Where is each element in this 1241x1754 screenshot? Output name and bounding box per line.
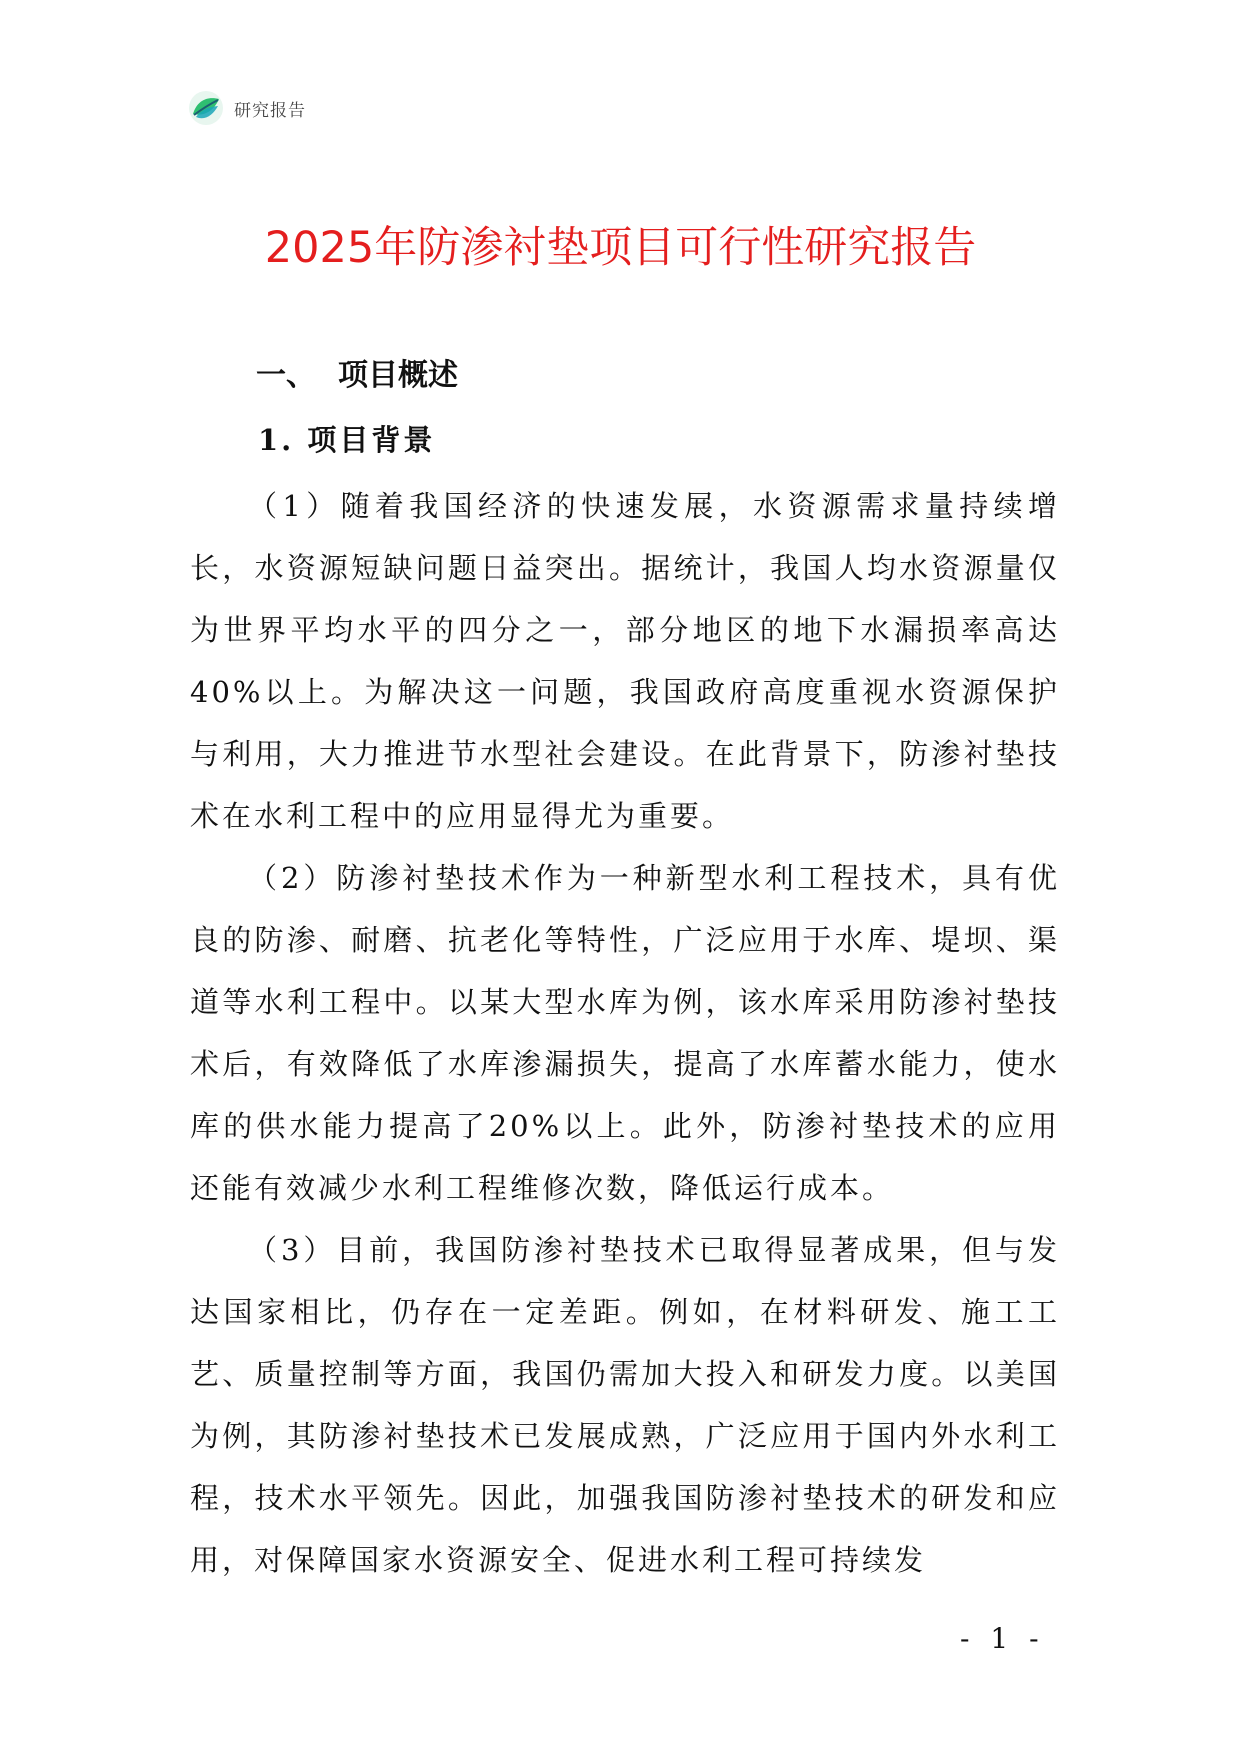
page-number: - 1 - bbox=[960, 1622, 1045, 1655]
document-title: 2025年防渗衬垫项目可行性研究报告 bbox=[264, 223, 977, 273]
header-label: 研究报告 bbox=[234, 100, 306, 121]
section-title: 项目概述 bbox=[338, 358, 458, 393]
paragraph-3: （3）目前，我国防渗衬垫技术已取得显著成果，但与发达国家相比，仍存在一定差距。例如，在材料研发、施工工艺、质量控制等方面，我国仍需加大投入和研发力度。以美国为例，其防渗衬垫技术已发展成熟，广泛应用于国内外水利工程，技术水平领先。因此，加强我国防渗衬垫技术的研发和应用，对保障国家水资源安全、促进水利工程可持续发 bbox=[190, 1233, 1060, 1577]
page-header bbox=[188, 88, 306, 128]
paragraph-2: （2）防渗衬垫技术作为一种新型水利工程技术，具有优良的防渗、耐磨、抗老化等特性，广泛应用于水库、堤坝、渠道等水利工程中。以某大型水库为例，该水库采用防渗衬垫技术后，有效降低了水库渗漏损失，提高了水库蓄水能力，使水库的供水能力提高了20%以上。此外，防渗衬垫技术的应用还能有效减少水利工程维修次数，降低运行成本。 bbox=[190, 861, 1060, 1205]
section-number: 一、 bbox=[256, 358, 316, 393]
leaf-logo-icon bbox=[188, 90, 224, 126]
body-text bbox=[190, 475, 1060, 1591]
section-heading bbox=[256, 354, 458, 398]
paragraph-1: （1）随着我国经济的快速发展，水资源需求量持续增长，水资源短缺问题日益突出。据统计，我国人均水资源量仅为世界平均水平的四分之一，部分地区的地下水漏损率高达40%以上。为解决这一问题，我国政府高度重视水资源保护与利用，大力推进节水型社会建设。在此背景下，防渗衬垫技术在水利工程中的应用显得尤为重要。 bbox=[190, 489, 1060, 833]
subsection-heading: 1. 项目背景 bbox=[258, 423, 436, 457]
